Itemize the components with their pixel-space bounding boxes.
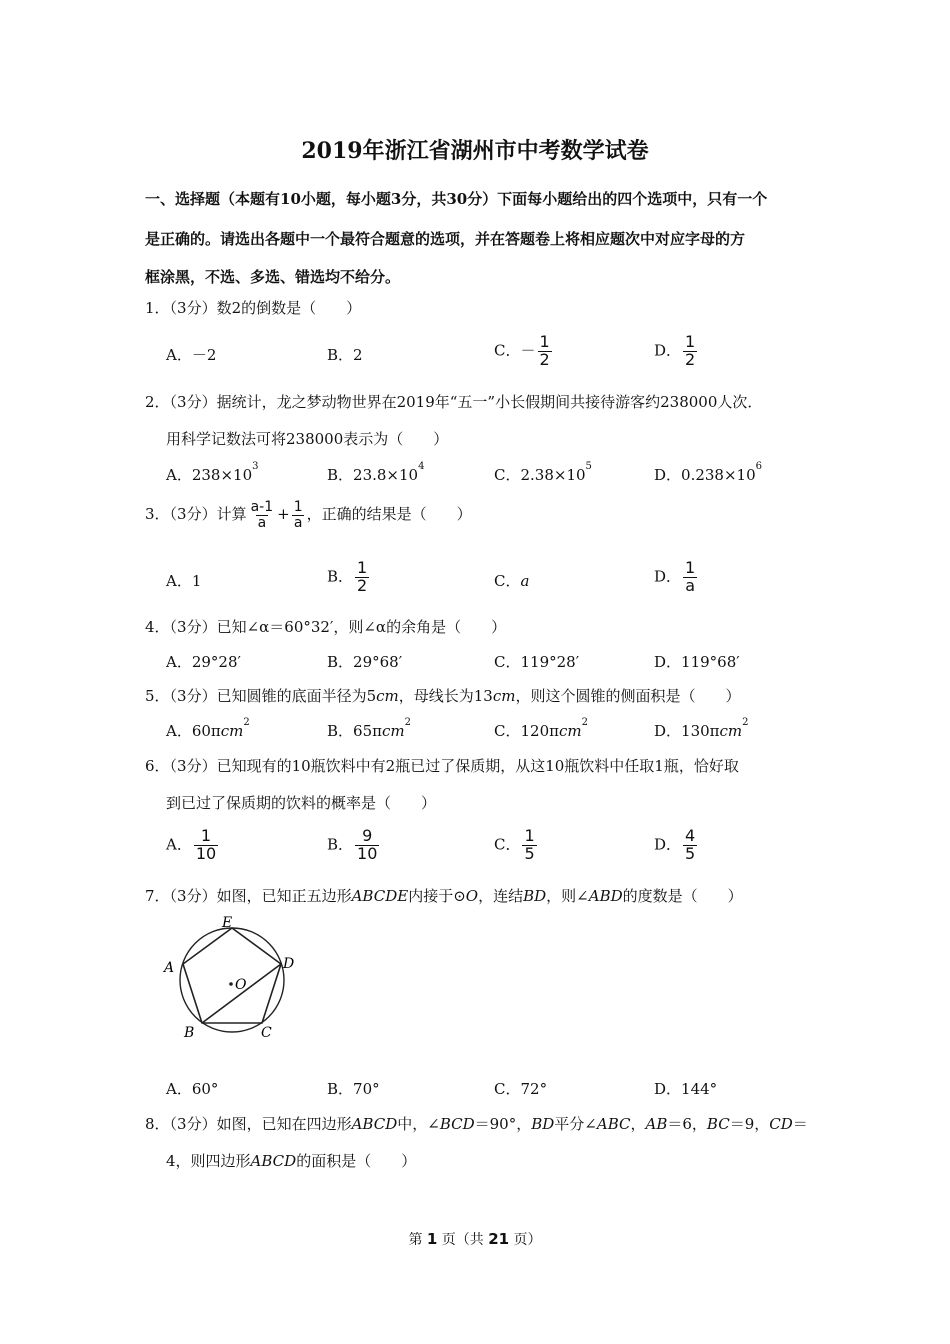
label-c: C bbox=[261, 1025, 272, 1041]
q7-option-d: D．144° bbox=[654, 1080, 718, 1098]
q4-option-c: C．119°28′ bbox=[494, 653, 580, 671]
question-2-stem-line1: 2．（3分）据统计，龙之梦动物世界在2019年“五一”小长假期间共接待游客约238000人次． bbox=[145, 393, 763, 411]
q7-option-a: A．60° bbox=[166, 1080, 219, 1098]
question-3-stem: 3．（3分）计算 $\frac{a-1}{a}$ + $\frac{1}{a}$ ，正确的结果是（ ） bbox=[145, 499, 472, 531]
q6-option-d: D． $\frac{4}{5}$ bbox=[654, 826, 696, 863]
question-5-stem: 5．（3分）已知圆锥的底面半径为5cm，母线长为13cm，则这个圆锥的侧面积是（ ） bbox=[145, 687, 741, 705]
q4-option-d: D．119°68′ bbox=[654, 653, 740, 671]
question-8-stem-line1: 8．（3分）如图，已知在四边形ABCD中，∠BCD＝90°，BD平分∠ABC，AB＝6，BC＝9，CD＝ bbox=[145, 1115, 808, 1133]
q5-option-b: B．65πcm$^2$ bbox=[327, 717, 411, 740]
q2-option-a: A．$238\times 10^3$ bbox=[166, 461, 259, 484]
q3-option-b: B． $\frac{1}{2}$ bbox=[327, 558, 368, 595]
q7-option-c: C．72° bbox=[494, 1080, 548, 1098]
q1-option-d: D． $\frac{1}{2}$ bbox=[654, 332, 696, 369]
q3-option-a: A．1 bbox=[166, 572, 202, 590]
segment-bd bbox=[202, 964, 281, 1023]
section-instructions-line1: 一、选择题（本题有10小题，每小题3分，共30分）下面每小题给出的四个选项中，只有一个 bbox=[145, 190, 768, 208]
q2-option-b: B．$23.8\times 10^4$ bbox=[327, 461, 425, 484]
circle-o bbox=[180, 928, 284, 1032]
question-4-stem: 4．（3分）已知∠α＝60°32′，则∠α的余角是（ ） bbox=[145, 618, 507, 636]
q2-option-c: C．$2.38\times 10^5$ bbox=[494, 461, 592, 484]
question-8-stem-line2: 4，则四边形ABCD的面积是（ ） bbox=[166, 1152, 417, 1170]
page-footer: 第 1 页（共 21 页） bbox=[408, 1230, 542, 1248]
q5-option-d: D．130πcm$^2$ bbox=[654, 717, 749, 740]
q6-option-c: C． $\frac{1}{5}$ bbox=[494, 826, 535, 863]
label-e: E bbox=[222, 915, 233, 931]
q4-option-a: A．29°28′ bbox=[166, 653, 241, 671]
question-7-stem: 7．（3分）如图，已知正五边形ABCDE内接于⊙O，连结BD，则∠ABD的度数是（ ） bbox=[145, 887, 743, 905]
page-total: 21 bbox=[488, 1230, 510, 1248]
label-o: O bbox=[235, 977, 247, 993]
q1-option-b: B．2 bbox=[327, 346, 363, 364]
question-6-stem-line2: 到已过了保质期的饮料的概率是（ ） bbox=[166, 794, 437, 812]
label-a: A bbox=[164, 960, 175, 976]
page-title: 2019年浙江省湖州市中考数学试卷 bbox=[301, 138, 649, 164]
q5-option-a: A．60πcm$^2$ bbox=[166, 717, 250, 740]
q4-option-b: B．29°68′ bbox=[327, 653, 403, 671]
section-instructions-line2: 是正确的。请选出各题中一个最符合题意的选项，并在答题卷上将相应题次中对应字母的方 bbox=[145, 230, 746, 248]
q5-option-c: C．120πcm$^2$ bbox=[494, 717, 588, 740]
question-6-stem-line1: 6．（3分）已知现有的10瓶饮料中有2瓶已过了保质期，从这10瓶饮料中任取1瓶，恰好取 bbox=[145, 757, 739, 775]
center-point bbox=[229, 982, 233, 986]
q2-option-d: D．$0.238\times 10^6$ bbox=[654, 461, 762, 484]
label-b: B bbox=[184, 1025, 195, 1041]
q7-option-b: B．70° bbox=[327, 1080, 380, 1098]
section-instructions-line3: 框涂黑，不选、多选、错选均不给分。 bbox=[145, 268, 401, 286]
q3-option-c: C．a bbox=[494, 572, 530, 590]
pentagon-figure bbox=[160, 910, 305, 1045]
question-2-stem-line2: 用科学记数法可将238000表示为（ ） bbox=[166, 430, 449, 448]
label-d: D bbox=[283, 956, 295, 972]
question-1-stem: 1．（3分）数2的倒数是（ ） bbox=[145, 299, 362, 317]
q6-option-a: A． $\frac{1}{10}$ bbox=[166, 826, 217, 863]
page-number: 1 bbox=[426, 1230, 438, 1248]
q1-option-c: C．－ $\frac{1}{2}$ bbox=[494, 332, 550, 369]
q1-option-a: A．－2 bbox=[166, 346, 217, 364]
q3-option-d: D． $\frac{1}{a}$ bbox=[654, 558, 696, 595]
q6-option-b: B． $\frac{9}{10}$ bbox=[327, 826, 378, 863]
